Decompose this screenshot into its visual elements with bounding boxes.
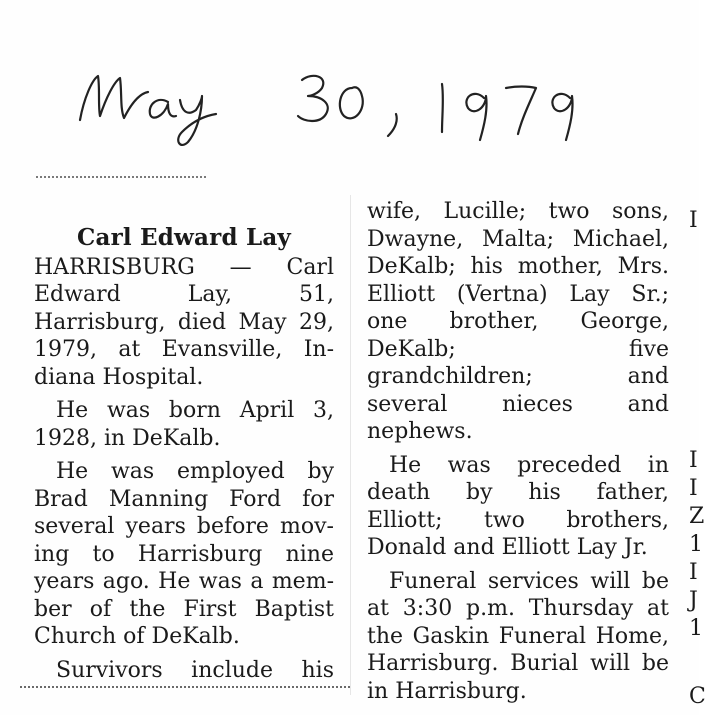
text-line: DeKalb; five <box>367 336 669 362</box>
text-line: Church of DeKalb. <box>34 624 240 649</box>
top-divider-rule <box>36 176 206 178</box>
column-gutter <box>350 195 351 695</box>
paragraph-funeral <box>367 568 669 706</box>
text-line: Elliott; two brothers, <box>367 507 669 533</box>
paragraph-survivors <box>367 198 669 446</box>
text-line: Elliott (Vertna) Lay Sr.; <box>367 281 669 307</box>
handwritten-date-signature <box>70 58 590 148</box>
edge-char: I <box>689 476 698 501</box>
paragraph-preceded <box>367 452 669 562</box>
text-line: Edward Lay, 51, <box>34 282 334 307</box>
text-line: ber of the First Baptist <box>34 596 334 622</box>
text-line: Harrisburg, died May 29, <box>34 309 334 335</box>
text-line: in Harrisburg. <box>367 678 527 704</box>
text-line: He was preceded in <box>389 452 669 478</box>
text-line: wife, Lucille; two sons, <box>367 199 669 224</box>
text-line: nephews. <box>367 419 473 444</box>
edge-char: 1 <box>689 616 703 641</box>
text-line: Brad Manning Ford for <box>34 486 334 512</box>
text-line: 1928, in DeKalb. <box>34 425 221 451</box>
edge-char: C <box>689 684 706 709</box>
text-line: He was employed by <box>56 459 334 484</box>
text-line: death by his father, <box>367 480 669 505</box>
text-line: at 3:30 p.m. Thursday at <box>367 596 669 621</box>
text-line: several years before mov- <box>34 514 334 539</box>
text-line: He was born April 3, <box>56 398 334 423</box>
text-line: DeKalb; his mother, Mrs. <box>367 254 669 279</box>
edge-char: I <box>689 448 698 473</box>
text-line: grandchildren; and <box>367 364 669 389</box>
text-line: diana Hospital. <box>34 364 204 390</box>
text-line: years ago. He was a mem- <box>34 569 334 594</box>
paragraph-death-notice <box>34 254 334 392</box>
text-line: the Gaskin Funeral Home, <box>367 623 669 649</box>
obituary-left-column <box>34 224 334 690</box>
edge-char: J <box>689 588 698 613</box>
paragraph-birth <box>34 397 334 452</box>
edge-char: I <box>689 560 698 585</box>
handwritten-date <box>70 58 590 148</box>
text-line: Harrisburg. Burial will be <box>367 651 669 676</box>
edge-char: I <box>689 208 698 233</box>
bottom-divider-rule <box>20 686 350 688</box>
text-line: several nieces and <box>367 391 669 417</box>
text-line: ing to Harrisburg nine <box>34 541 334 567</box>
paragraph-employment <box>34 458 334 651</box>
paragraph-survivors-start <box>34 657 334 685</box>
text-line: Survivors include his <box>56 657 334 683</box>
edge-char: Z <box>689 504 705 529</box>
text-line: HARRISBURG — Carl <box>34 254 334 280</box>
edge-char: 1 <box>689 532 703 557</box>
obituary-headline: Carl Edward Lay <box>76 224 292 251</box>
text-line: one brother, George, <box>367 309 669 334</box>
text-line: 1979, at Evansville, In- <box>34 337 334 362</box>
text-line: Dwayne, Malta; Michael, <box>367 226 669 252</box>
text-line: Funeral services will be <box>389 568 669 594</box>
adjacent-column-fragment <box>687 208 706 710</box>
text-line: Donald and Elliott Lay Jr. <box>367 535 648 560</box>
obituary-right-column <box>367 198 669 711</box>
